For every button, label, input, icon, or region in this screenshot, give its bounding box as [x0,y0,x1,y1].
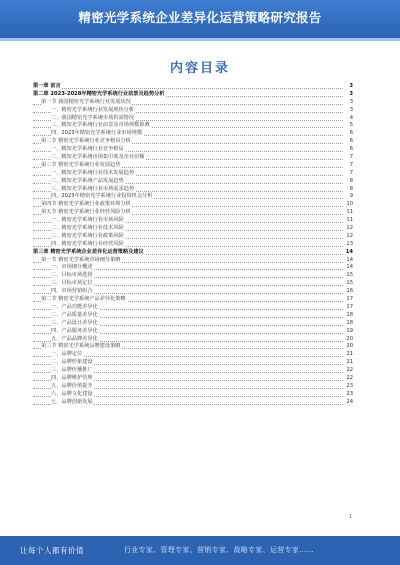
toc-entry[interactable] [33,83,353,91]
toc-entry[interactable] [33,217,353,225]
toc-entry-label: 四、精密光学系统行业经营风险 [51,240,124,247]
toc-entry-page: 6 [343,130,353,138]
toc-entry[interactable] [33,288,353,296]
toc-entry-label: 五、品牌价值提升 [51,382,93,389]
toc-entry-label: 第一章 前言 [33,83,61,89]
toc-entry[interactable] [33,320,353,328]
toc-entry[interactable] [33,241,353,249]
toc-entry-label: 三、品牌传播推广 [51,367,93,374]
toc-entry-page: 3 [343,83,353,91]
toc-entry[interactable] [33,383,353,391]
toc-entry-label: 四、品牌维护管理 [51,374,93,381]
toc-entry-page: 11 [343,209,353,217]
toc-entry[interactable] [33,359,353,367]
report-title: 精密光学系统企业差异化运营策略研究报告 [78,10,322,25]
toc-entry-label: 二、目标市场选择 [51,272,93,279]
toc-entry[interactable] [33,367,353,375]
page-number: 1 [348,514,352,520]
toc-entry-page: 11 [343,217,353,225]
toc-entry-label: 四、2023年精密光学系统行业市场规模 [51,130,143,137]
toc-entry-page: 7 [343,162,353,170]
toc-entry-page: 14 [343,249,353,257]
toc-entry-page: 18 [343,312,353,320]
toc-entry-page: 23 [343,383,353,391]
toc-entry-page: 8 [343,178,353,186]
toc-entry[interactable] [33,233,353,241]
toc-entry-page: 19 [343,328,353,336]
toc-entry-label: 二、精密光学系统行业技术风险 [51,225,124,232]
toc-entry[interactable] [33,304,353,312]
toc-entry-label: 第三章 精密光学系统企业差异化运营策略及建议 [33,248,144,255]
toc-entry-page: 21 [343,351,353,359]
toc-entry-label: 一、精密光学系统行业发展现状分析 [51,106,135,113]
toc-entry-page: 18 [343,320,353,328]
toc-entry-page: 3 [343,107,353,115]
toc-entry-label: 一、精密光学系统行业市场风险 [51,217,124,224]
toc-entry-page: 4 [343,115,353,123]
toc-entry[interactable] [33,107,353,115]
toc-entry-page: 12 [343,225,353,233]
toc-entry-label: 二、产品质量差异化 [51,311,98,318]
toc-entry-label: 第二章 2023-2028年精密光学系统行业前景及趋势分析 [33,90,165,97]
toc-entry-label: 第一节 我国精密光学系统行业发展状况 [41,98,131,105]
toc-entry-label: 四、产品服务差异化 [51,327,98,334]
toc-entry-label: 二、我国精密光学系统市场供需情况 [51,114,135,121]
report-header [0,0,400,38]
footer-experts: 行业专家、管理专家、营销专家、战略专家、运营专家…… [124,546,314,554]
toc-entry[interactable] [33,162,353,170]
toc-entry[interactable] [33,351,353,359]
toc-entry-label: 二、品牌形象建设 [51,359,93,366]
toc-entry-label: 一、市场细分概述 [51,264,93,271]
toc-entry[interactable] [33,154,353,162]
toc-entry-label: 三、精密光学系统行业前景及市场规模预测 [51,122,150,129]
table-of-contents [33,83,353,407]
toc-entry-page: 16 [343,288,353,296]
toc-entry-page: 3 [343,99,353,107]
toc-entry[interactable] [33,399,353,407]
toc-entry[interactable] [33,138,353,146]
toc-entry-page: 7 [343,154,353,162]
toc-entry-page: 7 [343,170,353,178]
toc-entry-label: 一、精密光学系统行业技术发展趋势 [51,169,135,176]
toc-entry-page: 23 [343,391,353,399]
toc-entry-label: 四、市场营销组合 [51,288,93,295]
dot-leader [33,88,343,89]
toc-heading: 内容目录 [169,61,230,76]
toc-entry-label: 一、精密光学系统行业竞争格局 [51,146,124,153]
toc-entry-label: 第二节 精密光学系统产品差异化策略 [41,296,126,303]
toc-entry-label: 三、精密光学系统行业政策风险 [51,232,124,239]
toc-entry-page: 14 [343,257,353,265]
toc-entry-page: 17 [343,304,353,312]
toc-entry-page: 21 [343,359,353,367]
toc-entry-label: 二、精密光学系统产品发展趋势 [51,177,124,184]
toc-entry-page: 17 [343,296,353,304]
toc-entry-page: 20 [343,336,353,344]
toc-entry-page: 14 [343,264,353,272]
toc-entry-label: 六、品牌文化建设 [51,390,93,397]
toc-entry-label: 五、产品品牌差异化 [51,335,98,342]
toc-entry-page: 24 [343,399,353,407]
toc-entry[interactable] [33,280,353,288]
toc-entry[interactable] [33,312,353,320]
header-divider [0,38,400,41]
toc-entry[interactable] [33,328,353,336]
footer-bar [0,536,400,565]
toc-entry-label: 四、2023年精密光学系统行业投资机会分析 [51,193,153,200]
toc-entry[interactable] [33,178,353,186]
toc-entry-page: 6 [343,146,353,154]
toc-entry[interactable] [33,225,353,233]
toc-entry-label: 第三节 精密光学系统品牌建设策略 [41,343,121,350]
toc-entry-page: 20 [343,343,353,351]
toc-entry-page: 22 [343,375,353,383]
toc-entry-label: 一、品牌定位 [51,351,83,358]
toc-entry-page: 5 [343,122,353,130]
toc-entry-page: 3 [343,91,353,99]
toc-entry-label: 第二节 精密光学系统行业竞争格局分析 [41,138,131,145]
toc-entry[interactable] [33,99,353,107]
toc-entry[interactable] [33,146,353,154]
toc-entry[interactable] [33,391,353,399]
toc-entry-label: 三、产品设计差异化 [51,319,98,326]
toc-entry-label: 二、精密光学系统市场集中度及企业份额 [51,154,145,161]
toc-entry-page: 8 [343,186,353,194]
toc-entry-label: 三、精密光学系统行业市场需求趋势 [51,185,135,192]
toc-entry-label: 七、品牌创新发展 [51,398,93,405]
toc-entry-page: 15 [343,280,353,288]
toc-entry[interactable] [33,249,353,257]
toc-entry-page: 15 [343,272,353,280]
toc-entry-label: 第五节 精密光学系统行业经营风险分析 [41,209,131,216]
toc-entry-page: 10 [343,201,353,209]
toc-entry-label: 第四节 精密光学系统行业政策环境分析 [41,201,131,208]
toc-entry-page: 13 [343,241,353,249]
footer-slogan: 让每个人都有价值 [20,546,84,555]
toc-entry[interactable] [33,375,353,383]
toc-entry-label: 一、产品功能差异化 [51,303,98,310]
toc-entry-page: 12 [343,233,353,241]
toc-entry[interactable] [33,170,353,178]
toc-entry-page: 22 [343,367,353,375]
toc-entry[interactable] [33,296,353,304]
toc-entry-label: 三、目标市场定位 [51,280,93,287]
toc-entry-page: 9 [343,193,353,201]
toc-entry[interactable] [33,91,353,99]
toc-entry-page: 6 [343,138,353,146]
toc-entry[interactable] [33,209,353,217]
toc-entry-label: 第三节 精密光学系统行业发展趋势 [41,161,121,168]
toc-entry-label: 第一节 精密光学系统市场细分策略 [41,256,121,263]
